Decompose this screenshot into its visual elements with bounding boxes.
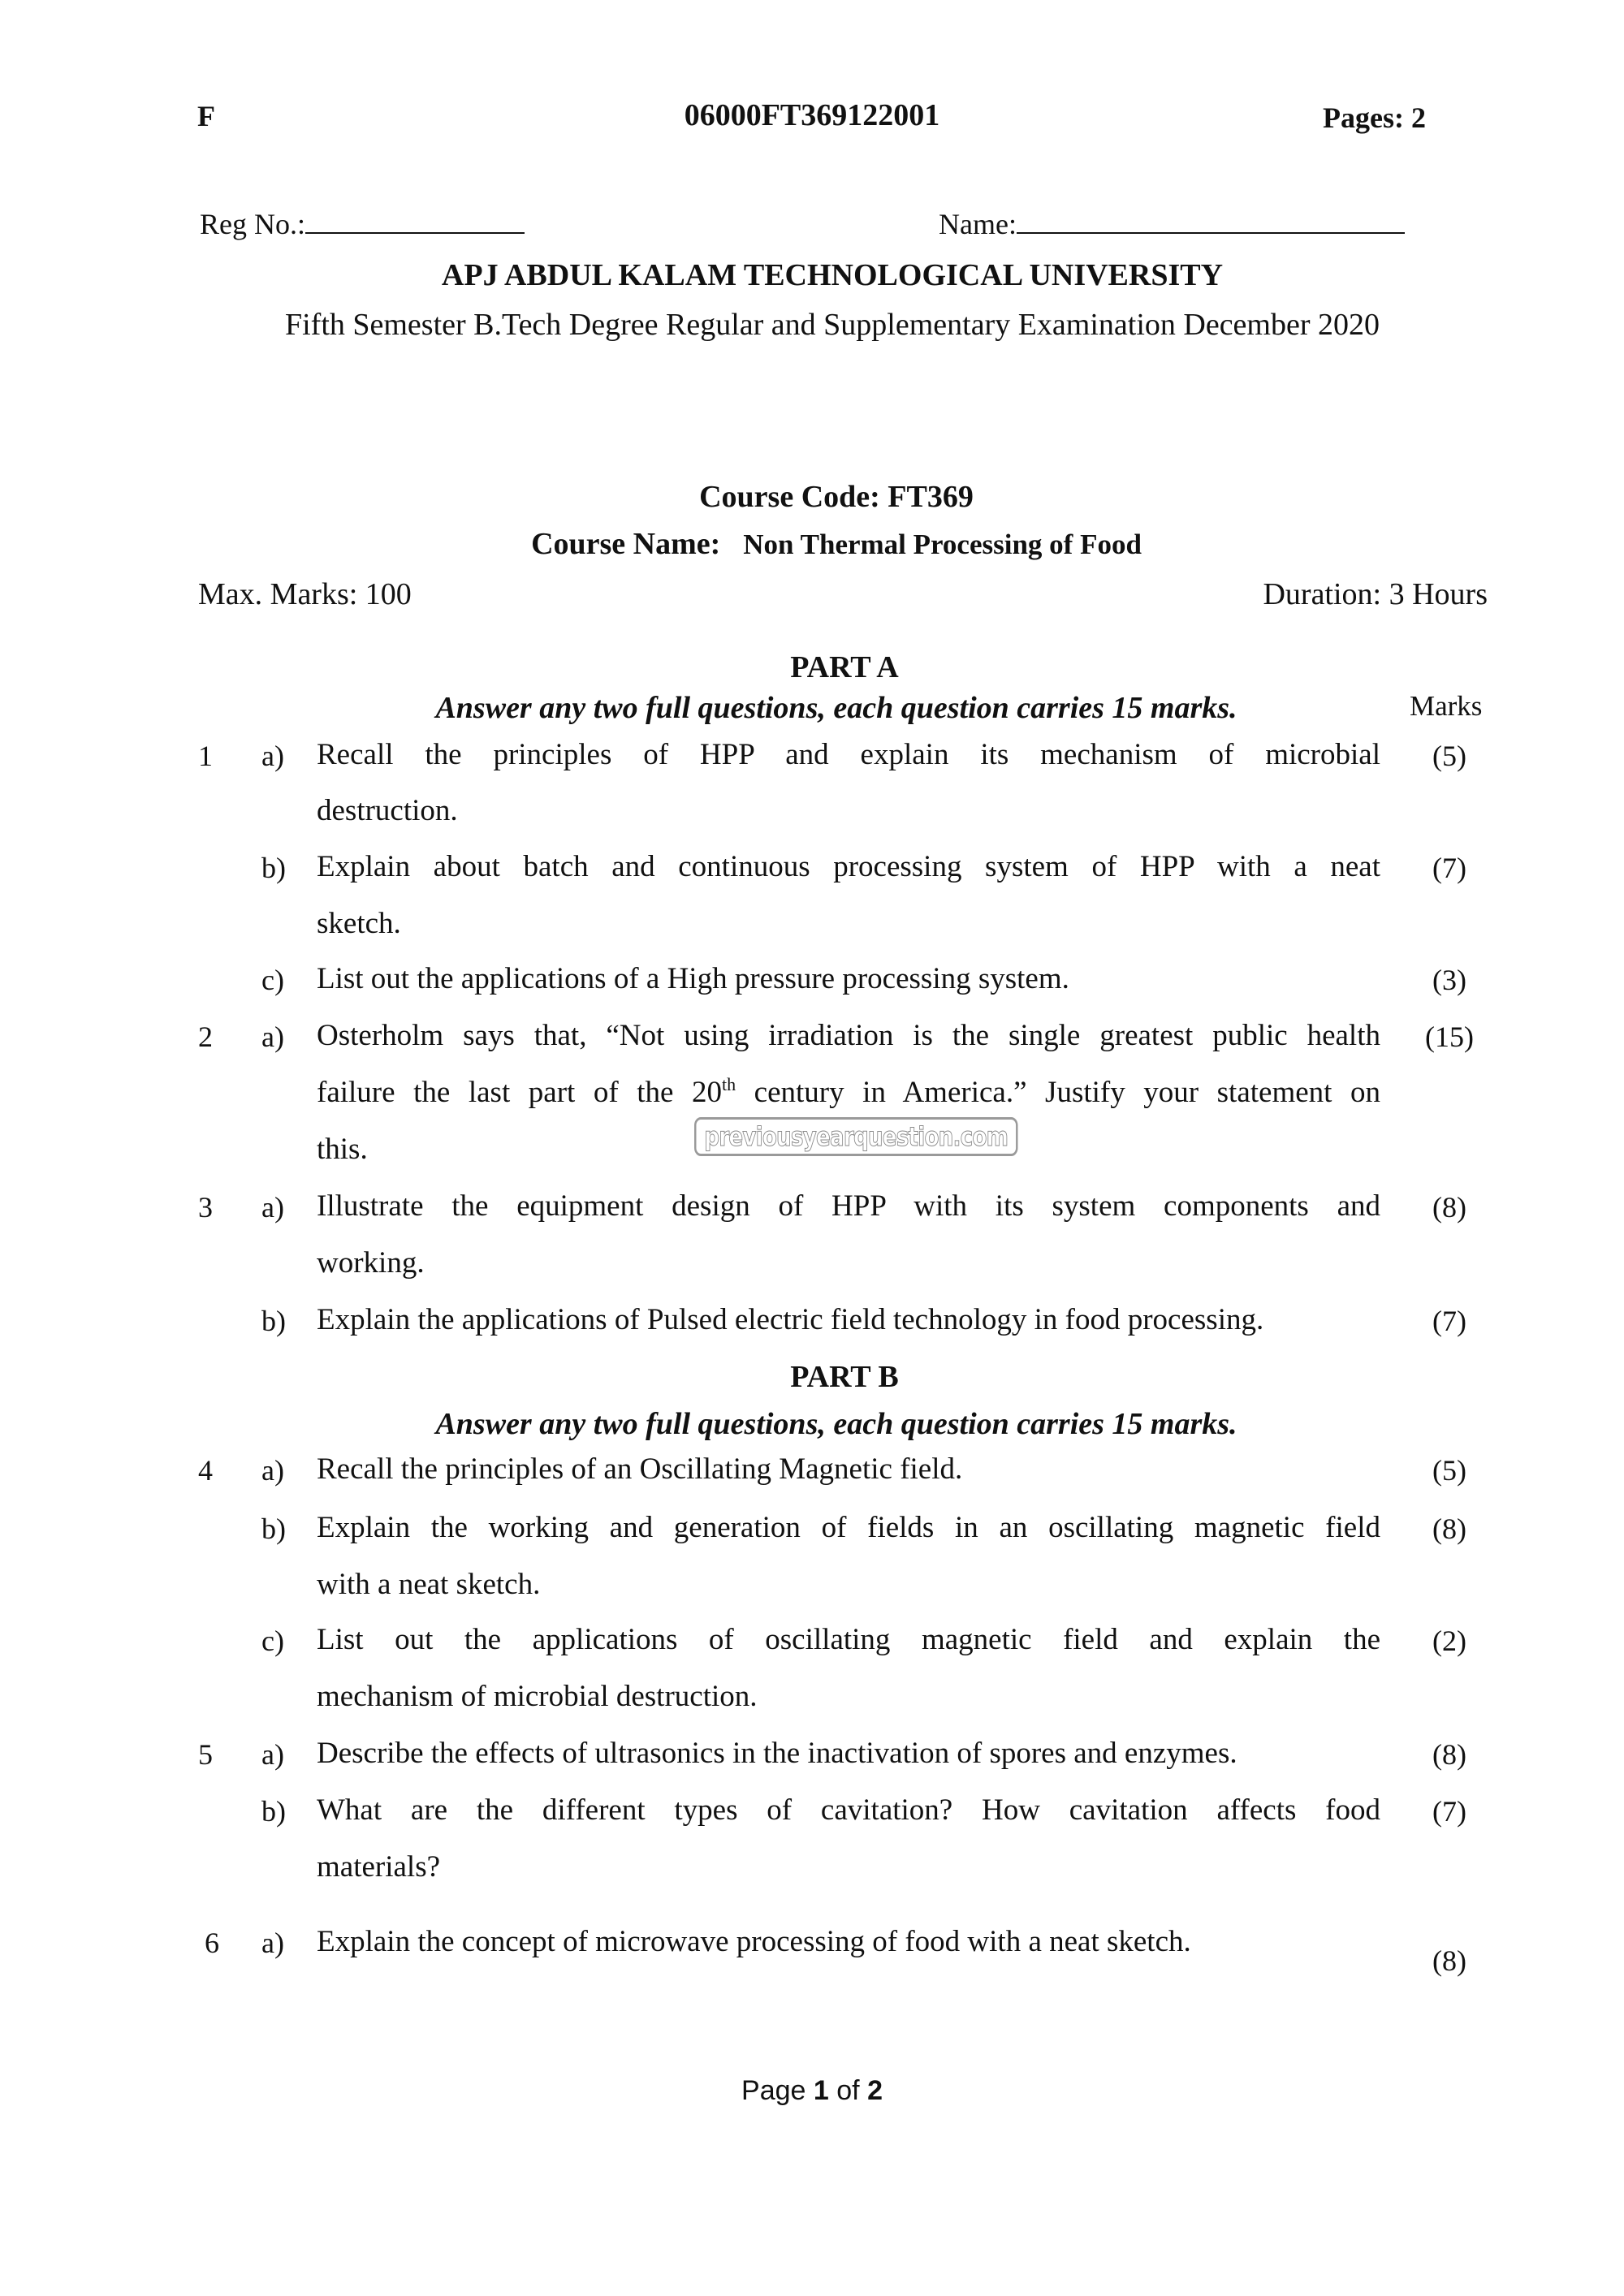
q1b-text-line2: sketch. [317, 907, 401, 940]
q1a-text-line2: destruction. [317, 794, 458, 827]
marks-column-header: Marks [1410, 690, 1483, 722]
exam-title: Fifth Semester B.Tech Degree Regular and Supplementary Examination December 2020 [284, 308, 1380, 342]
course-name-value: Non Thermal Processing of Food [743, 529, 1142, 560]
q1a-marks: (5) [1432, 740, 1466, 772]
q2a-text-line3: this. [317, 1133, 368, 1166]
q2a-line2-pre: failure the last part of the 20 [317, 1076, 722, 1109]
q4b-text-line2: with a neat sketch. [317, 1568, 541, 1601]
q4b-text-line1: Explain the working and generation of fields in an oscillating magnetic field [317, 1511, 1380, 1544]
page-footer [0, 2075, 1624, 2107]
q1b-letter: b) [261, 852, 286, 884]
q6a-marks: (8) [1432, 1944, 1466, 1977]
watermark-logo: previousyearquestion.com [694, 1117, 1017, 1156]
q6a-letter: a) [261, 1927, 284, 1959]
name-blank [1017, 209, 1405, 234]
question-paper-code: 06000FT369122001 [684, 98, 940, 132]
q2a-line2-post: century in America.” Justify your statement on [736, 1076, 1380, 1109]
q1a-letter: a) [261, 740, 284, 772]
q4a-letter: a) [261, 1454, 284, 1487]
q5a-letter: a) [261, 1738, 284, 1771]
question-number-6: 6 [205, 1927, 219, 1959]
max-marks: Max. Marks: 100 [198, 577, 412, 611]
q5b-text-line1: What are the different types of cavitation? How cavitation affects food [317, 1793, 1380, 1827]
page-count: Pages: 2 [1323, 101, 1426, 134]
footer-page-word: Page [741, 2075, 806, 2106]
q1b-text-line1: Explain about batch and continuous processing system of HPP with a neat [317, 850, 1380, 883]
q4b-marks: (8) [1432, 1513, 1466, 1545]
footer-current-page: 1 [813, 2075, 829, 2106]
part-b-title: PART B [790, 1360, 899, 1394]
q3b-marks: (7) [1432, 1305, 1466, 1337]
q2a-letter: a) [261, 1021, 284, 1053]
name-field [939, 207, 1405, 241]
part-a-instruction: Answer any two full questions, each question carries 15 marks. [435, 691, 1237, 725]
q2a-line2-sup: th [722, 1074, 736, 1094]
q1c-letter: c) [261, 964, 284, 996]
question-number-4: 4 [198, 1454, 213, 1487]
reg-no-label: Reg No.: [200, 208, 305, 240]
course-name-label: Course Name: [531, 527, 721, 561]
question-number-1: 1 [198, 740, 213, 772]
q2a-text-line2 [317, 1075, 1380, 1111]
q5a-marks: (8) [1432, 1738, 1466, 1771]
q4c-marks: (2) [1432, 1625, 1466, 1657]
set-letter: F [197, 100, 215, 132]
q1b-marks: (7) [1432, 852, 1466, 884]
q6a-text-line1: Explain the concept of microwave processing of food with a neat sketch. [317, 1925, 1191, 1958]
q1c-text-line1: List out the applications of a High pressure processing system. [317, 962, 1069, 995]
q5b-text-line2: materials? [317, 1850, 441, 1884]
q4a-marks: (5) [1432, 1454, 1466, 1487]
q4a-text-line1: Recall the principles of an Oscillating Magnetic field. [317, 1452, 963, 1486]
course-code: Course Code: FT369 [699, 480, 974, 514]
q4c-text-line1: List out the applications of oscillating magnetic field and explain the [317, 1623, 1380, 1656]
q4b-letter: b) [261, 1513, 286, 1545]
q3a-letter: a) [261, 1191, 284, 1224]
q4c-text-line2: mechanism of microbial destruction. [317, 1680, 758, 1713]
university-name: APJ ABDUL KALAM TECHNOLOGICAL UNIVERSITY [441, 258, 1224, 292]
reg-no-field [200, 207, 525, 241]
q3b-text-line1: Explain the applications of Pulsed electric field technology in food processing. [317, 1303, 1264, 1336]
part-a-title: PART A [790, 650, 899, 684]
q5a-text-line1: Describe the effects of ultrasonics in the inactivation of spores and enzymes. [317, 1737, 1237, 1770]
q5b-marks: (7) [1432, 1795, 1466, 1828]
q3a-text-line2: working. [317, 1246, 425, 1280]
footer-of-word: of [836, 2075, 860, 2106]
reg-no-blank [305, 209, 525, 234]
name-label: Name: [939, 208, 1017, 240]
q2a-text-line1: Osterholm says that, “Not using irradiation is the single greatest public health [317, 1019, 1380, 1052]
question-number-5: 5 [198, 1738, 213, 1771]
q1a-text-line1: Recall the principles of HPP and explain its mechanism of microbial [317, 738, 1380, 771]
duration: Duration: 3 Hours [1263, 577, 1488, 611]
q3a-text-line1: Illustrate the equipment design of HPP with its system components and [317, 1189, 1380, 1223]
footer-total-pages: 2 [867, 2075, 883, 2106]
course-name-row [0, 526, 1624, 562]
question-number-2: 2 [198, 1021, 213, 1053]
q3b-letter: b) [261, 1305, 286, 1337]
q2a-marks: (15) [1425, 1021, 1474, 1053]
question-number-3: 3 [198, 1191, 213, 1224]
part-b-instruction: Answer any two full questions, each question carries 15 marks. [435, 1407, 1237, 1441]
q1c-marks: (3) [1432, 964, 1466, 996]
q3a-marks: (8) [1432, 1191, 1466, 1224]
q4c-letter: c) [261, 1625, 284, 1657]
q5b-letter: b) [261, 1795, 286, 1828]
